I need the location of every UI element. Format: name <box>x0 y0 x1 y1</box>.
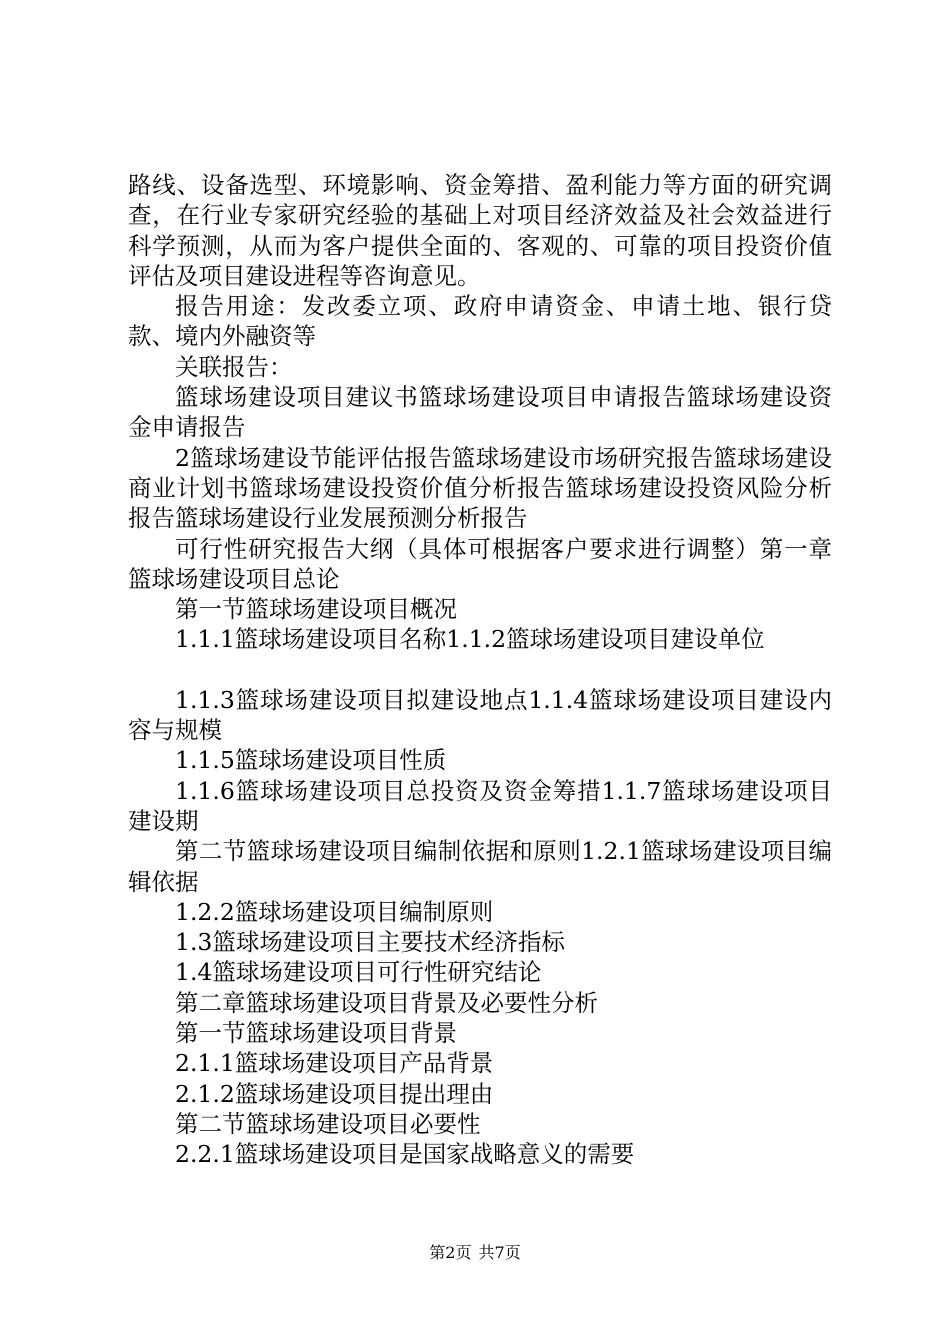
paragraph-related-reports-list-1: 篮球场建设项目建议书篮球场建设项目申请报告篮球场建设资金申请报告 <box>128 383 832 442</box>
paragraph-related-reports-list-2: 2篮球场建设节能评估报告篮球场建设市场研究报告篮球场建设商业计划书篮球场建设投资价值分析报告篮球场建设投资风险分析报告篮球场建设行业发展预测分析报告 <box>128 443 832 533</box>
page-total: 共7页 <box>478 1243 521 1262</box>
toc-item: 2.1.2篮球场建设项目提出理由 <box>175 1079 494 1108</box>
section-heading: 第一节篮球场建设项目背景 <box>175 1019 457 1048</box>
chapter-heading: 第二章篮球场建设项目背景及必要性分析 <box>175 988 598 1017</box>
section-heading: 第二节篮球场建设项目编制依据和原则1.2.1篮球场建设项目编辑依据 <box>128 837 832 896</box>
paragraph-outline-intro: 可行性研究报告大纲（具体可根据客户要求进行调整）第一章篮球场建设项目总论 <box>128 534 832 593</box>
section-heading: 第二节篮球场建设项目必要性 <box>175 1109 481 1138</box>
section-heading: 第一节篮球场建设项目概况 <box>175 595 457 624</box>
toc-item: 1.3篮球场建设项目主要技术经济指标 <box>175 928 565 957</box>
toc-item: 1.1.1篮球场建设项目名称1.1.2篮球场建设项目建设单位 <box>175 625 765 654</box>
paragraph-related-reports-heading: 关联报告： <box>175 352 293 381</box>
paragraph-report-usage: 报告用途：发改委立项、政府申请资金、申请土地、银行贷款、境内外融资等 <box>128 292 832 351</box>
toc-item: 1.1.5篮球场建设项目性质 <box>175 746 447 775</box>
paragraph-intro-continuation: 路线、设备选型、环境影响、资金筹措、盈利能力等方面的研究调查，在行业专家研究经验的基础上对项目经济效益及社会效益进行科学预测，从而为客户提供全面的、客观的、可靠的项目投资价值评估及项目建设进程等咨询意见。 <box>128 171 832 290</box>
toc-item: 2.2.1篮球场建设项目是国家战略意义的需要 <box>175 1140 635 1169</box>
toc-item: 1.1.6篮球场建设项目总投资及资金筹措1.1.7篮球场建设项目建设期 <box>128 776 832 835</box>
page-footer <box>0 1243 950 1263</box>
toc-item: 1.4篮球场建设项目可行性研究结论 <box>175 958 542 987</box>
toc-item: 1.1.3篮球场建设项目拟建设地点1.1.4篮球场建设项目建设内容与规模 <box>128 685 832 745</box>
toc-item: 2.1.1篮球场建设项目产品背景 <box>175 1049 494 1078</box>
blank-line <box>128 655 832 685</box>
page-number: 第2页 <box>429 1243 472 1262</box>
toc-item: 1.2.2篮球场建设项目编制原则 <box>175 897 494 926</box>
document-body <box>128 170 832 1170</box>
